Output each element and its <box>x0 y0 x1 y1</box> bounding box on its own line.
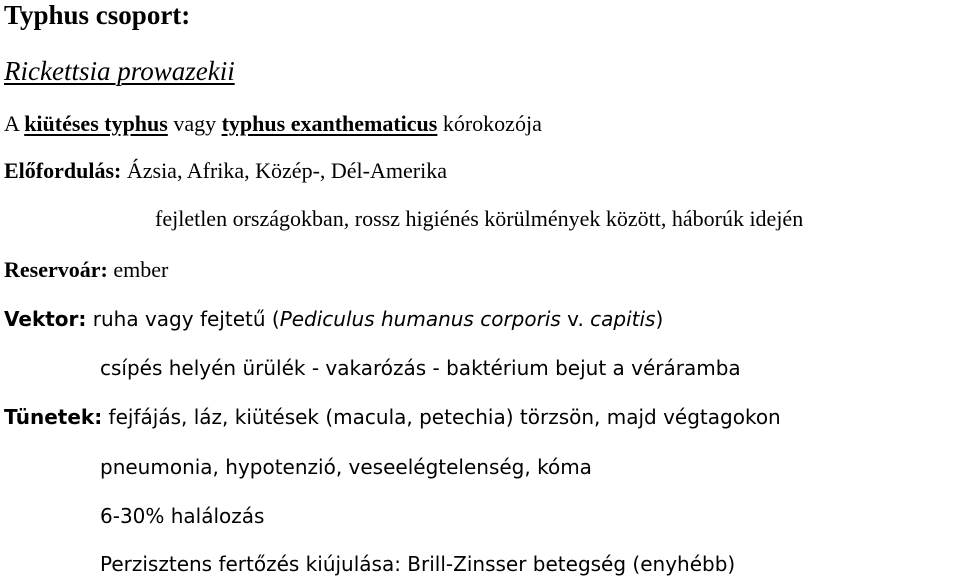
vector-text-2: v. <box>560 307 591 331</box>
line1-suffix: kórokozója <box>437 111 542 136</box>
occurrence-line <box>4 160 447 182</box>
vector-text: ruha vagy fejtetű ( <box>86 307 280 331</box>
page-subtitle: Rickettsia prowazekii <box>4 56 235 86</box>
vector-species: Pediculus humanus corporis <box>279 307 561 331</box>
symptoms-text: fejfájás, láz, kiütések (macula, petechia) törzsön, majd végtagokon <box>102 405 781 429</box>
vector-line <box>4 309 663 329</box>
vector-species-capitis: capitis <box>590 307 656 331</box>
transmission-detail: csípés helyén ürülék - vakarózás - baktérium bejut a véráramba <box>100 356 741 380</box>
vector-label: Vektor: <box>4 307 87 331</box>
reservoir-line <box>4 259 168 281</box>
occurrence-text: Ázsia, Afrika, Közép-, Dél-Amerika <box>121 158 447 183</box>
page-title: Typhus csoport: <box>4 0 191 30</box>
symptoms-detail: pneumonia, hypotenzió, veseelégtelenség, kóma <box>100 455 592 479</box>
pathogen-description <box>4 113 542 135</box>
term-typhus-exanthematicus: typhus exanthematicus <box>221 111 438 136</box>
term-kiuteses-typhus: kiütéses typhus <box>24 111 168 136</box>
reservoir-text: ember <box>107 257 169 282</box>
reservoir-label: Reservoár: <box>4 257 108 282</box>
symptoms-line <box>4 407 781 427</box>
vector-text-3: ) <box>655 307 664 331</box>
persistent-infection-line: Perzisztens fertőzés kiújulása: Brill-Zinsser betegség (enyhébb) <box>100 552 736 576</box>
line1-mid: vagy <box>167 111 222 136</box>
line1-prefix: A <box>4 111 25 136</box>
mortality-line: 6-30% halálozás <box>100 504 265 528</box>
occurrence-label: Előfordulás: <box>4 158 122 183</box>
symptoms-label: Tünetek: <box>4 405 103 429</box>
occurrence-detail: fejletlen országokban, rossz higiénés körülmények között, háborúk idején <box>155 206 804 231</box>
